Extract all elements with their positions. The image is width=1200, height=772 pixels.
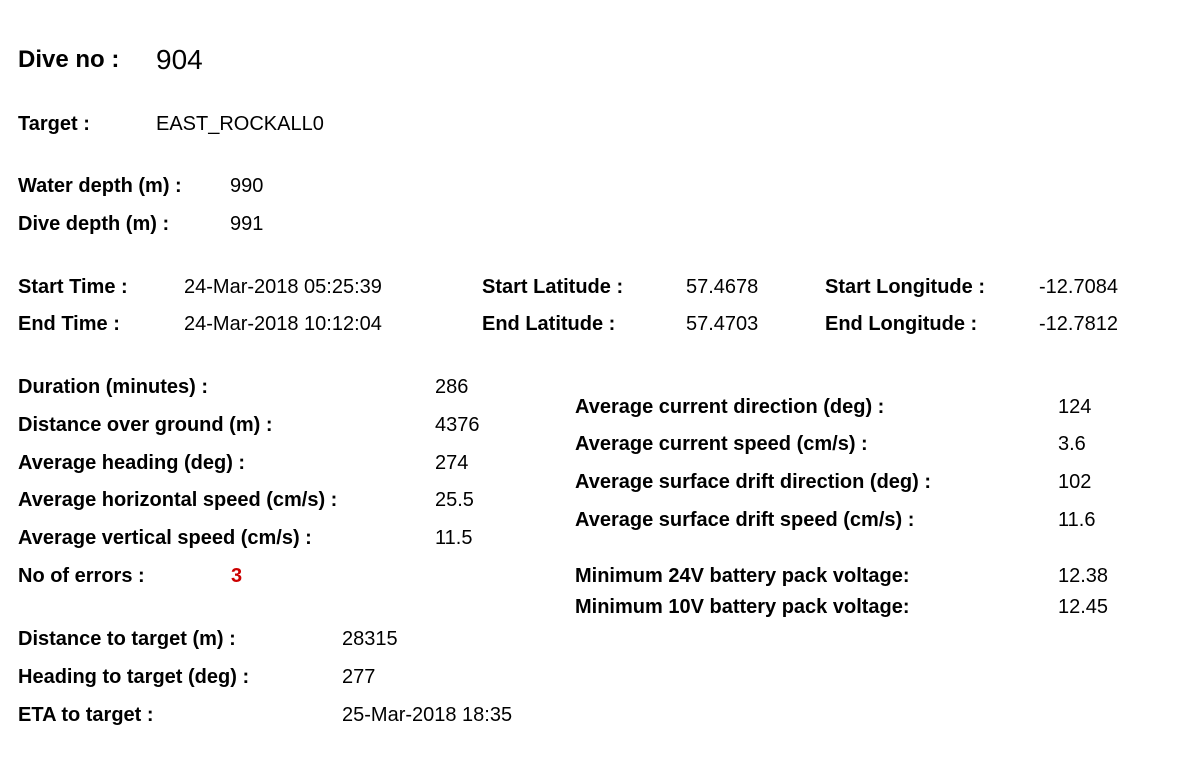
battery-24v-label: Minimum 24V battery pack voltage: [575,565,910,587]
dive-number-label: Dive no : [18,46,120,73]
eta-to-target-label: ETA to target : [18,704,154,726]
average-heading-value: 274 [435,452,469,474]
distance-over-ground-label: Distance over ground (m) : [18,414,273,436]
start-latitude-label: Start Latitude : [482,276,624,298]
start-longitude-value: -12.7084 [1039,276,1118,298]
end-latitude-value: 57.4703 [686,313,759,335]
end-longitude-value: -12.7812 [1039,313,1118,335]
dive-depth-value: 991 [230,213,264,235]
dive-depth-label: Dive depth (m) : [18,213,170,235]
dive-number-value: 904 [156,44,203,75]
target-label: Target : [18,113,90,135]
drift-direction-label: Average surface drift direction (deg) : [575,471,931,493]
current-direction-label: Average current direction (deg) : [575,396,885,418]
heading-to-target-value: 277 [342,666,376,688]
start-latitude-value: 57.4678 [686,276,759,298]
distance-over-ground-value: 4376 [435,414,480,436]
battery-24v-value: 12.38 [1058,565,1109,587]
duration-label: Duration (minutes) : [18,376,208,398]
horizontal-speed-label: Average horizontal speed (cm/s) : [18,489,338,511]
battery-10v-value: 12.45 [1058,596,1109,618]
vertical-speed-label: Average vertical speed (cm/s) : [18,527,312,549]
target-value: EAST_ROCKALL0 [156,113,324,135]
horizontal-speed-value: 25.5 [435,489,474,511]
errors-label: No of errors : [18,565,145,587]
current-direction-value: 124 [1058,396,1092,418]
end-latitude-label: End Latitude : [482,313,616,335]
eta-to-target-value: 25-Mar-2018 18:35 [342,704,513,726]
errors-count: 3 [231,565,243,587]
end-time-value: 24-Mar-2018 10:12:04 [184,313,382,335]
average-heading-label: Average heading (deg) : [18,452,246,474]
water-depth-value: 990 [230,175,264,197]
distance-to-target-value: 28315 [342,628,398,650]
end-longitude-label: End Longitude : [825,313,978,335]
drift-speed-value: 11.6 [1058,509,1096,531]
start-time-label: Start Time : [18,276,128,298]
water-depth-label: Water depth (m) : [18,175,182,197]
current-speed-label: Average current speed (cm/s) : [575,433,868,455]
distance-to-target-label: Distance to target (m) : [18,628,236,650]
drift-direction-value: 102 [1058,471,1092,493]
start-longitude-label: Start Longitude : [825,276,985,298]
vertical-speed-value: 11.5 [435,527,473,549]
heading-to-target-label: Heading to target (deg) : [18,666,250,688]
start-time-value: 24-Mar-2018 05:25:39 [184,276,382,298]
duration-value: 286 [435,376,469,398]
end-time-label: End Time : [18,313,120,335]
current-speed-value: 3.6 [1058,433,1086,455]
battery-10v-label: Minimum 10V battery pack voltage: [575,596,910,618]
drift-speed-label: Average surface drift speed (cm/s) : [575,509,915,531]
